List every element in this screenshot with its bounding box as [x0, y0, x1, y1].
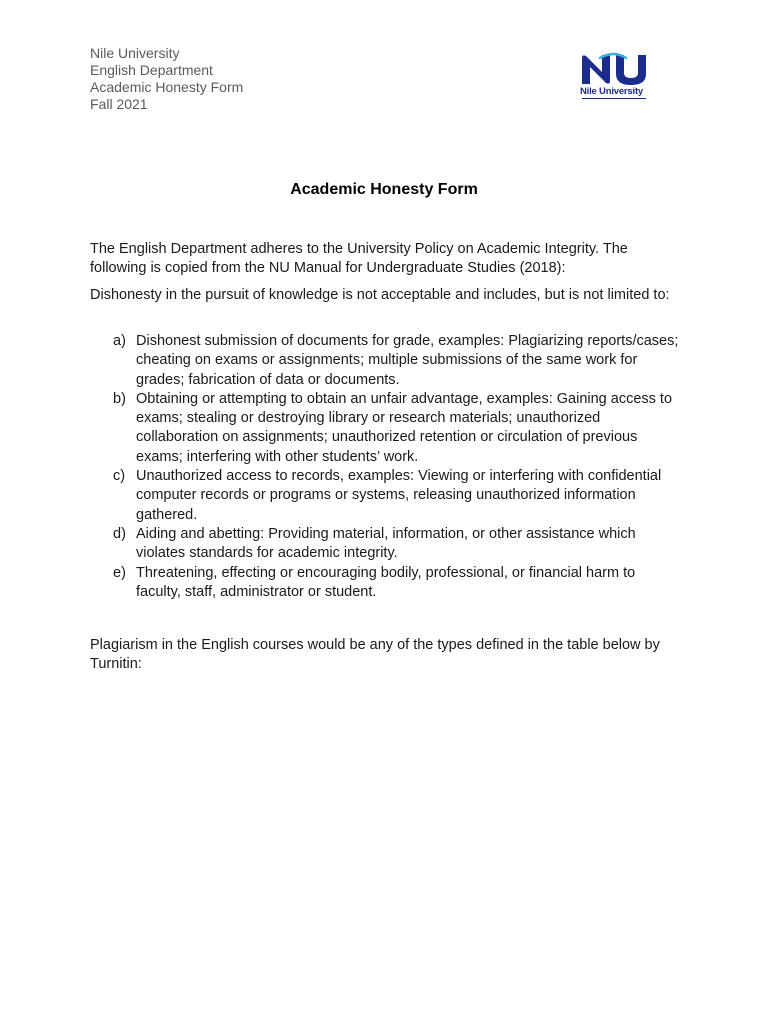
header-university: Nile University: [90, 45, 180, 61]
nile-university-logo: [580, 52, 648, 100]
list-item-text: Aiding and abetting: Providing material, information, or other assistance which violates standards for academic integrity.: [136, 525, 636, 562]
header-department: English Department: [90, 62, 213, 78]
list-item-marker: b): [113, 390, 126, 407]
list-item-text: Dishonest submission of documents for grade, examples: Plagiarizing reports/cases; cheating on exams or assignments; multiple submissions of the same work for grades; fabrication of data or documents.: [136, 333, 679, 388]
intro-paragraph: The English Department adheres to the University Policy on Academic Integrity. The following is copied from the NU Manual for Undergraduate Studies (2018):: [90, 241, 628, 277]
list-item: [90, 525, 682, 564]
list-item-marker: d): [113, 525, 126, 542]
dishonesty-list: [90, 332, 682, 602]
dishonesty-intro-paragraph: Dishonesty in the pursuit of knowledge is not acceptable and includes, but is not limited to:: [90, 287, 670, 303]
list-item-marker: c): [113, 468, 126, 485]
list-item: [90, 467, 682, 525]
list-item-text: Threatening, effecting or encouraging bodily, professional, or financial harm to faculty, staff, administrator or student.: [136, 564, 636, 600]
logo-underline: [582, 98, 646, 99]
list-item: [90, 564, 682, 603]
list-item-marker: a): [113, 333, 126, 349]
list-item-text: Obtaining or attempting to obtain an unfair advantage, examples: Gaining access to exams; stealing or destroying library or research materials; unauthorized collaboration on assignments; unauthorized retention or circulation of previous exams; interfering with other students’ work.: [136, 390, 673, 465]
list-item-text: Unauthorized access to records, examples: Viewing or interfering with confidential computer records or programs or systems, releasing unauthorized information gathered.: [136, 468, 662, 523]
list-item: [90, 390, 682, 467]
list-item: [90, 332, 682, 390]
list-item-marker: e): [113, 564, 126, 581]
nu-logo-mark-icon: [580, 52, 648, 86]
plagiarism-note-paragraph: Plagiarism in the English courses would be any of the types defined in the table below by Turnitin:: [90, 637, 660, 673]
logo-caption: Nile University: [580, 86, 643, 97]
header-term: Fall 2021: [90, 96, 148, 112]
document-header: [90, 45, 243, 113]
header-form-name: Academic Honesty Form: [90, 79, 244, 95]
page-title: Academic Honesty Form: [290, 181, 478, 198]
